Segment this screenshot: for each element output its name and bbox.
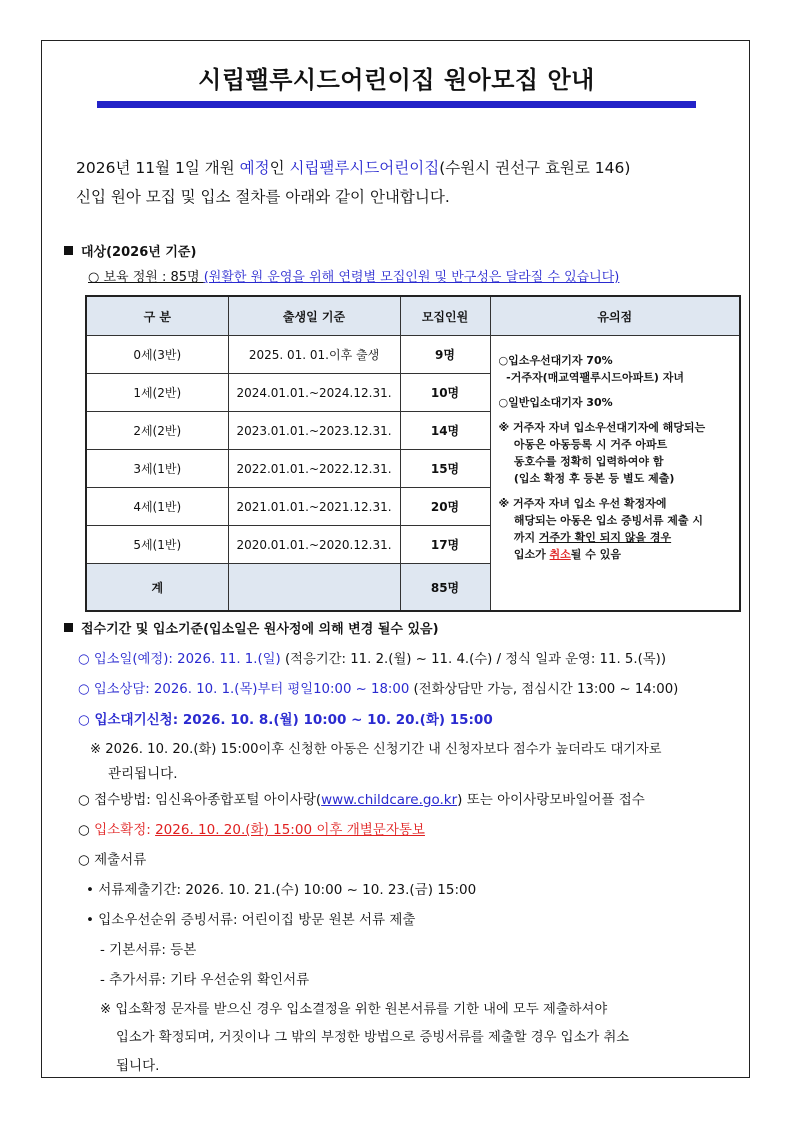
count-cell: 20명	[400, 488, 490, 526]
notes-cell: ○입소우선대기자 70% -거주자(매교역팰루시드아파트) 자녀 ○일반입소대기자 30% ※ 거주자 자녀 입소우선대기자에 해당되는 아동은 아동등록 시 거주 아파트 동호수를 정확히 입력하여야 함 (입소 확정 후 등본 등 별도 제출) ※ 거주자 자녀 입소 우선 확정자에 해당되는 아동은 입소 증빙서류 제출 시 까지 거주가 확인 되지 않을 경우 입소가 취소될 수 있음	[490, 336, 740, 612]
age-cell: 5세(1반)	[86, 526, 228, 564]
total-label-cell: 계	[86, 564, 228, 612]
admission-confirmation: ○ 입소확정: 2026. 10. 20.(화) 15:00 이후 개별문자통보	[78, 822, 425, 838]
capacity-line: ○ 보육 정원 : 85명 (원활한 원 운영을 위해 연령별 모집인원 및 반구성은 달라질 수 있습니다)	[88, 270, 620, 285]
late-application-note-cont: 관리됩니다.	[108, 766, 178, 782]
childcare-portal-link[interactable]: www.childcare.go.kr	[321, 792, 458, 808]
header-category: 구 분	[86, 296, 228, 336]
birth-cell: 2020.01.01.~2020.12.31.	[228, 526, 400, 564]
documents-period: • 서류제출기간: 2026. 10. 21.(수) 10:00 ~ 10. 23.(금) 15:00	[86, 882, 477, 898]
intro-line-2: 신입 원아 모집 및 입소 절차를 아래와 같이 안내합니다.	[76, 188, 450, 206]
late-application-note: ※ 2026. 10. 20.(화) 15:00이후 신청한 아동은 신청기간 내 신청자보다 점수가 높더라도 대기자로	[90, 742, 662, 757]
table-row	[86, 336, 740, 374]
header-count: 모집인원	[400, 296, 490, 336]
birth-cell: 2022.01.01.~2022.12.31.	[228, 450, 400, 488]
page-title: 시립팰루시드어린이집 원아모집 안내	[198, 66, 595, 94]
age-cell: 1세(2반)	[86, 374, 228, 412]
application-method: ○ 접수방법: 임신육아종합포털 아이사랑(www.childcare.go.kr) 또는 아이사랑모바일어플 접수	[78, 792, 645, 808]
title-underline-bar	[97, 101, 696, 108]
intro-paragraph	[76, 154, 736, 212]
count-cell: 15명	[400, 450, 490, 488]
intro-line-1: 2026년 11월 1일 개원 예정인 시립팰루시드어린이집(수원시 권선구 효원로 146)	[76, 159, 631, 177]
section-heading-target: 대상(2026년 기준)	[64, 241, 196, 260]
count-cell: 10명	[400, 374, 490, 412]
header-birth: 출생일 기준	[228, 296, 400, 336]
birth-cell: 2025. 01. 01.이후 출생	[228, 336, 400, 374]
schedule-consultation: ○ 입소상담: 2026. 10. 1.(목)부터 평일10:00 ~ 18:00 (전화상담만 가능, 점심시간 13:00 ~ 14:00)	[78, 682, 679, 697]
square-bullet-icon	[64, 623, 73, 632]
birth-cell: 2024.01.01.~2024.12.31.	[228, 374, 400, 412]
square-bullet-icon	[64, 246, 73, 255]
total-count-cell: 85명	[400, 564, 490, 612]
table-header-row	[86, 296, 740, 336]
age-cell: 0세(3반)	[86, 336, 228, 374]
final-note-3: 됩니다.	[116, 1058, 160, 1074]
schedule-admission-date: ○ 입소일(예정): 2026. 11. 1.(일) (적응기간: 11. 2.(월) ~ 11. 4.(수) / 정식 일과 운영: 11. 5.(목))	[78, 652, 667, 667]
birth-cell: 2021.01.01.~2021.12.31.	[228, 488, 400, 526]
count-cell: 9명	[400, 336, 490, 374]
documents-basic: - 기본서류: 등본	[100, 942, 197, 958]
total-empty-cell	[228, 564, 400, 612]
documents-priority: • 입소우선순위 증빙서류: 어린이집 방문 원본 서류 제출	[86, 912, 416, 928]
age-cell: 3세(1반)	[86, 450, 228, 488]
count-cell: 14명	[400, 412, 490, 450]
recruitment-table	[85, 295, 741, 612]
final-note-2: 입소가 확정되며, 거짓이나 그 밖의 부정한 방법으로 증빙서류를 제출할 경우 입소가 취소	[116, 1030, 630, 1045]
schedule-application: ○ 입소대기신청: 2026. 10. 8.(월) 10:00 ~ 10. 20.(화) 15:00	[78, 712, 493, 728]
final-note-1: ※ 입소확정 문자를 받으신 경우 입소결정을 위한 원본서류를 기한 내에 모두 제출하셔야	[100, 1002, 608, 1017]
birth-cell: 2023.01.01.~2023.12.31.	[228, 412, 400, 450]
age-cell: 4세(1반)	[86, 488, 228, 526]
documents-heading: ○ 제출서류	[78, 852, 147, 868]
header-notes: 유의점	[490, 296, 740, 336]
documents-additional: - 추가서류: 기타 우선순위 확인서류	[100, 972, 310, 988]
age-cell: 2세(2반)	[86, 412, 228, 450]
section-heading-schedule: 접수기간 및 입소기준(입소일은 원사정에 의해 변경 될수 있음)	[64, 618, 439, 637]
count-cell: 17명	[400, 526, 490, 564]
